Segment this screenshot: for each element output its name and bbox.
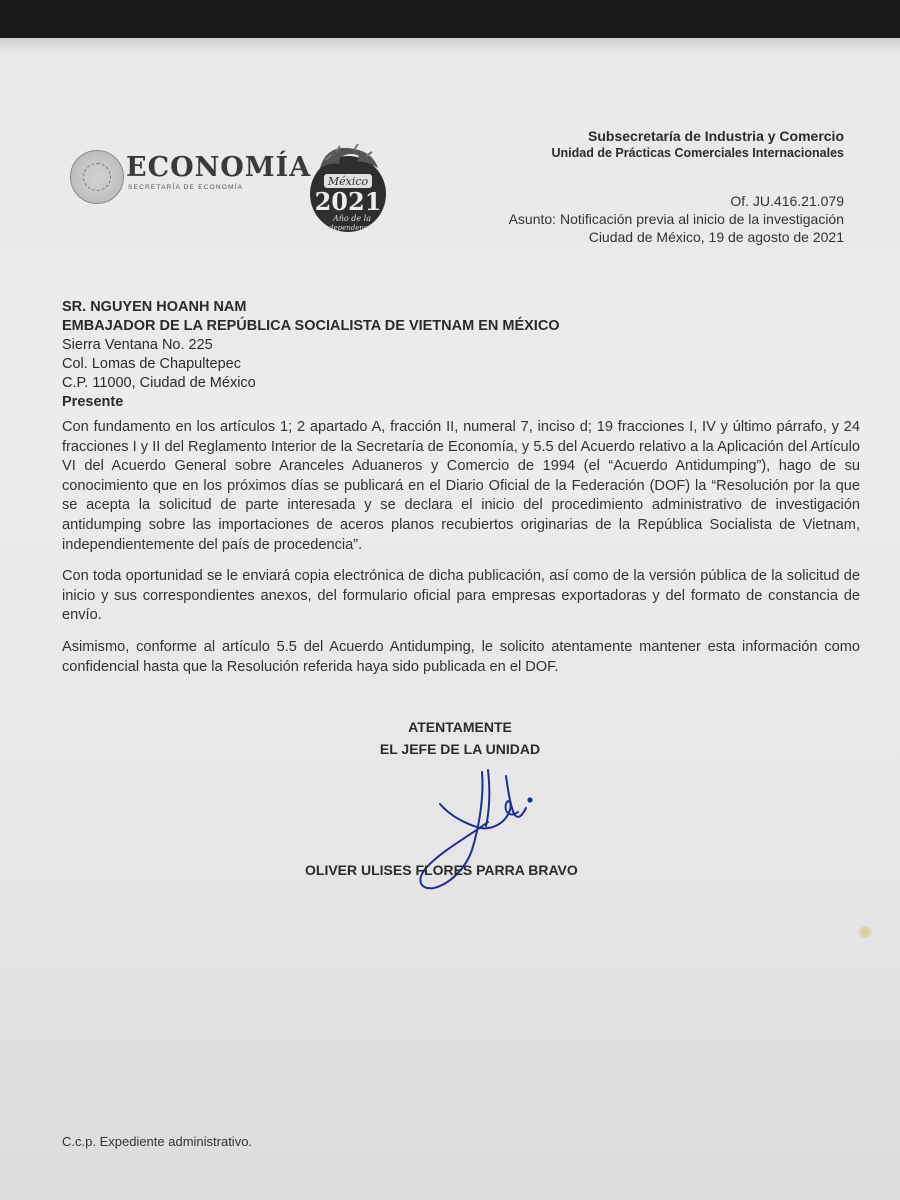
letterhead-logo: [70, 138, 400, 248]
national-seal-icon: [70, 150, 124, 204]
paper-stain: [858, 926, 872, 938]
copy-recipients: C.c.p. Expediente administrativo.: [62, 1134, 253, 1149]
addressee-block: [62, 298, 560, 412]
addressee-postal: C.P. 11000, Ciudad de México: [62, 375, 256, 391]
badge-line-1: México: [327, 175, 369, 188]
badge-line-2: 2021: [314, 187, 382, 216]
office-number: Of. JU.416.21.079: [730, 193, 844, 209]
addressee-title: EMBAJADOR DE LA REPÚBLICA SOCIALISTA DE VIETNAM EN MÉXICO: [62, 318, 560, 334]
signer-name: OLIVER ULISES FLORES PARRA BRAVO: [305, 862, 578, 878]
badge-line-3: Año de la: [332, 214, 372, 223]
page-shadow: [0, 38, 900, 52]
subject-line: Asunto: Notificación previa al inicio de la investigación: [508, 211, 844, 227]
letter-page: [0, 38, 900, 1200]
addressee-name: SR. NGUYEN HOANH NAM: [62, 299, 247, 315]
letter-body: [62, 418, 860, 689]
closing-block: [360, 716, 560, 760]
body-paragraph-3: Asimismo, conforme al artículo 5.5 del Acuerdo Antidumping, le solicito atentamente mantener esta información como confidencial hasta que la Resolución referida haya sido publicada en el DOF.: [62, 638, 860, 675]
addressee-colony: Col. Lomas de Chapultepec: [62, 356, 241, 372]
badge-line-4: Independencia: [321, 224, 375, 232]
greeting: Presente: [62, 394, 124, 410]
handwritten-signature-icon: [410, 764, 550, 904]
issuing-unit: [552, 128, 844, 161]
unit-line-1: Subsecretaría de Industria y Comercio: [588, 128, 844, 144]
mexico-2021-badge-icon: [306, 138, 390, 242]
place-date: Ciudad de México, 19 de agosto de 2021: [588, 229, 844, 245]
body-paragraph-2: Con toda oportunidad se le enviará copia electrónica de dicha publicación, así como de la versión pública de la solicitud de inicio y sus correspondientes anexos, del formulario oficial para empresas exportadoras y del formato de constancia de envío.: [62, 568, 860, 624]
closing-salutation: ATENTAMENTE: [408, 719, 512, 735]
logo-text: ECONOMÍA: [126, 152, 312, 183]
closing-role: EL JEFE DE LA UNIDAD: [379, 741, 541, 757]
unit-line-2: Unidad de Prácticas Comerciales Internacionales: [551, 146, 844, 160]
logo-subtitle: SECRETARÍA DE ECONOMÍA: [128, 184, 244, 191]
addressee-street: Sierra Ventana No. 225: [62, 337, 213, 353]
reference-block: [509, 192, 844, 246]
body-paragraph-1: Con fundamento en los artículos 1; 2 apartado A, fracción II, numeral 7, inciso d; 19 fracciones I, IV y último párrafo, y 24 fracciones I y II del Reglamento Interior de la Secretaría de Economía, y 5.5 del Acuerdo relativo a la Aplicación del Artículo VI del Acuerdo General sobre Aranceles Aduaneros y Comercio de 1994 (el “Acuerdo Antidumping”), hago de su conocimiento que en los próximos días se publicará en el Diario Oficial de la Federación (DOF) la “Resolución por la que se acepta la solicitud de parte interesada y se declara el inicio del procedimiento administrativo de investigación antidumping sobre las importaciones de aceros planos recubiertos originarias de la República Socialista de Vietnam, independientemente del país de procedencia”.: [62, 419, 860, 553]
